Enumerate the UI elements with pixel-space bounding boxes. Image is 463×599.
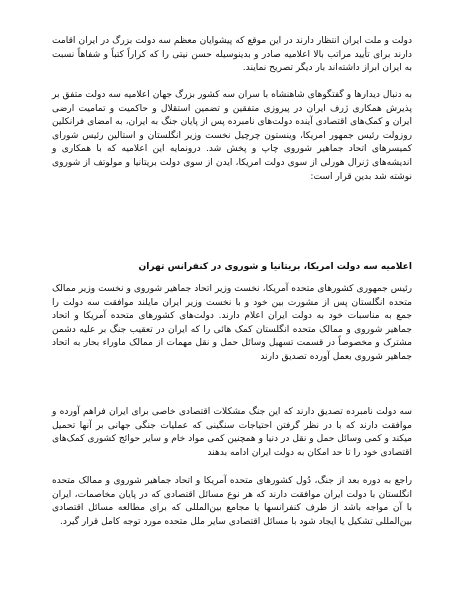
declaration-paragraph-3-text: راجع به دوره بعد از جنگ، دُول کشورهای متحده آمریکا و اتحاد جماهیر شوروی و ممالک متحده انگلستان با دولت ایران موافقت دارند که هر نوع مسائل اقتصادی که در پایان مخاصمات، ایران با آن مواجه باشد از طرف کنفرانسها یا مجامع بین‌المللی که برای مطالعه مسائل اقتصادی بین‌المللی تشکیل یا ایجاد شود با مسائل اقتصادی سایر ملل متحده مورد توجه کامل قرار گیرد. <box>52 476 412 527</box>
declaration-heading <box>52 261 412 275</box>
intro-paragraph-1 <box>52 35 412 76</box>
intro-paragraph-2-text: به دنبال دیدارها و گفتگوهای شاهنشاه با سران سه کشور بزرگ جهان اعلامیه سه دولت متفق بر پذیرش همکاری ژرف ایران در پیروزی متفقین و تضمین استقلال و حاکمیت و تمامیت ارضی ایران و کمک‌های اقتصادی آینده دولت‌های نامبرده پس از پایان جنگ به ایران، به امضای فرانکلین روزولت رئیس جمهور امریکا، وینستون چرچیل نخست وزیر انگلستان و استالین رئیس شورای کمیسرهای اتحاد جماهیر شوروی چاپ و پخش شد. درونمایه این اعلامیه که با همکاری و اندیشه‌های ژنرال هورلی از سوی دولت امریکا، ایدن از سوی دولت بریتانیا و مولوتف از شوروی نوشته شد بدین قرار است: <box>52 90 412 182</box>
intro-paragraph-2 <box>52 89 412 184</box>
intro-paragraph-1-text: دولت و ملت ایران انتظار دارند در این موقع که پیشوایان معظم سه دولت بزرگ در ایران اقامت دارند برای تأیید مراتب بالا اعلامیه صادر و بدینوسیله حسن نیتی را که کراراً کتباً و شفاهاً نسبت به ایران ابراز داشته‌اند بار دیگر تصریح نمایند. <box>52 36 412 74</box>
declaration-paragraph-2 <box>52 406 412 460</box>
declaration-paragraph-2-text: سه دولت نامبرده تصدیق دارند که این جنگ مشکلات اقتصادی خاصی برای ایران فراهم آورده و موافقت دارند که با در نظر گرفتن احتیاجات سنگینی که عملیات جنگی جهانی بر آنها تحمیل میکند و کمی وسائل حمل و نقل در دنیا و همچنین کمی مواد خام و سایر حوائج کشوری کمک‌های اقتصادی خود را تا حد امکان به دولت ایران ادامه بدهند <box>52 407 412 458</box>
declaration-paragraph-1 <box>52 283 412 365</box>
declaration-paragraph-1-text: رئیس جمهوری کشورهای متحده آمریکا، نخست وزیر اتحاد جماهیر شوروی و نخست وزیر ممالک متحده انگلستان پس از مشورت بین خود و با نخست وزیر ایران مایلند موافقت سه دولت را جمع به مناسبات خود به دولت ایران اعلام دارند. دولت‌های کشورهای متحده آمریکا و اتحاد جماهیر شوروی و ممالک متحده انگلستان کمک هائی را که ایران در تعقیب جنگ بر علیه دشمن مشترک و مخصوصاً در قسمت تسهیل وسائل حمل و نقل مهمات از ممالک ماوراء بحار به اتحاد جماهیر شوروی بعمل آورده تصدیق دارند <box>52 284 412 362</box>
declaration-paragraph-3 <box>52 475 412 529</box>
declaration-heading-text: اعلامیه سه دولت امریکا، بریتانیا و شوروی در کنفرانس تهران <box>138 262 412 272</box>
